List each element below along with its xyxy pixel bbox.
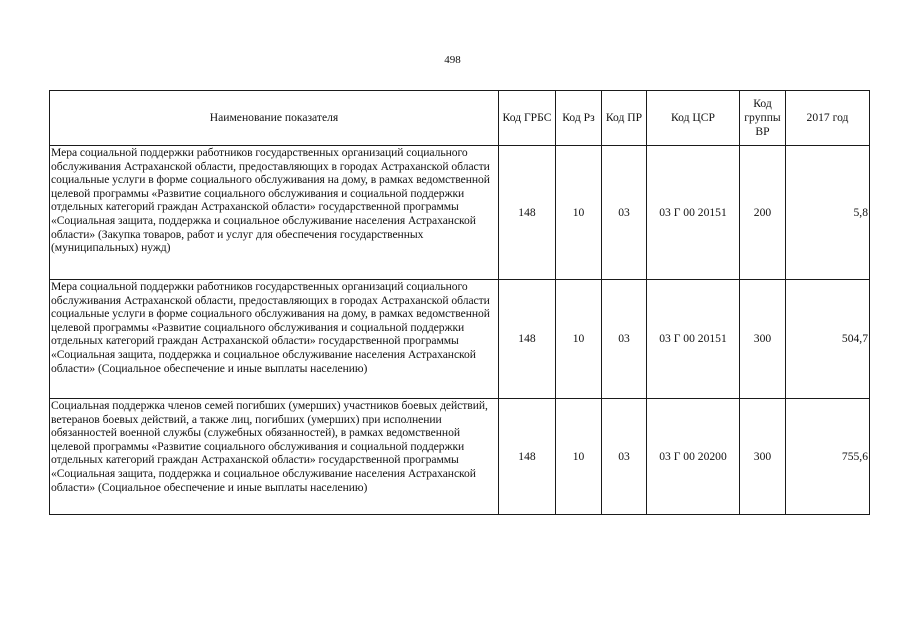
table-row [50,399,870,515]
row-vr: 300 [740,280,786,399]
header-name: Наименование показателя [50,91,499,146]
header-vr: Код группы ВР [740,91,786,146]
row-vr: 300 [740,399,786,515]
row-csr: 03 Г 00 20151 [647,280,740,399]
header-year: 2017 год [786,91,870,146]
row-rz: 10 [556,146,602,280]
row-name: Мера социальной поддержки работников государственных организаций социального обслуживания Астраханской области, предоставляющих в городах Астраханской области социальные услуги в форме социального обслуживания на дому, в рамках ведомственной целевой программы «Развитие социального обслуживания и социальной поддержки отдельных категорий граждан Астраханской области» государственной программы «Социальная защита, поддержка и социальное обслуживание населения Астраханской области» (Социальное обеспечение и иные выплаты населению) [50,280,499,399]
header-pr: Код ПР [602,91,647,146]
row-pr: 03 [602,146,647,280]
header-rz: Код Рз [556,91,602,146]
row-amount: 755,6 [786,399,870,515]
row-pr: 03 [602,280,647,399]
row-rz: 10 [556,280,602,399]
row-amount: 5,8 [786,146,870,280]
row-grbs: 148 [499,280,556,399]
row-csr: 03 Г 00 20151 [647,146,740,280]
header-grbs: Код ГРБС [499,91,556,146]
table-row [50,146,870,280]
budget-table [49,90,870,515]
header-csr: Код ЦСР [647,91,740,146]
row-grbs: 148 [499,146,556,280]
row-csr: 03 Г 00 20200 [647,399,740,515]
row-grbs: 148 [499,399,556,515]
row-rz: 10 [556,399,602,515]
row-vr: 200 [740,146,786,280]
table-header-row [50,91,870,146]
table-row [50,280,870,399]
row-name: Мера социальной поддержки работников государственных организаций социального обслуживания Астраханской области, предоставляющих в городах Астраханской области социальные услуги в форме социального обслуживания на дому, в рамках ведомственной целевой программы «Развитие социального обслуживания и социальной поддержки отдельных категорий граждан Астраханской области» государственной программы «Социальная защита, поддержка и социальное обслуживание населения Астраханской области» (Закупка товаров, работ и услуг для обеспечения государственных (муниципальных) нужд) [50,146,499,280]
page-number: 498 [444,54,461,66]
row-pr: 03 [602,399,647,515]
row-amount: 504,7 [786,280,870,399]
row-name: Социальная поддержка членов семей погибших (умерших) участников боевых действий, ветеранов боевых действий, а также лиц, погибших (умерших) при исполнении обязанностей военной службы (служебных обязанностей), в рамках ведомственной целевой программы «Развитие социального обслуживания и социальной поддержки отдельных категорий граждан Астраханской области» государственной программы «Социальная защита, поддержка и социальное обслуживание населения Астраханской области» (Социальное обеспечение и иные выплаты населению) [50,399,499,515]
